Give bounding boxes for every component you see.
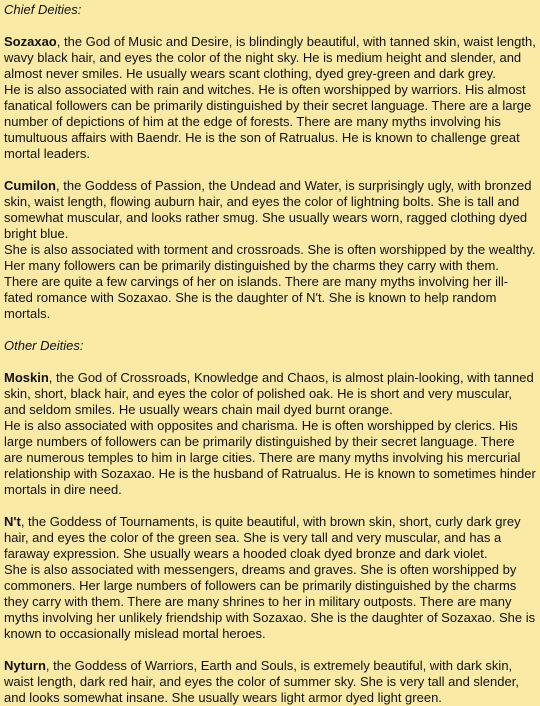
deity-description-text: , the Goddess of Tournaments, is quite beautiful, with brown skin, short, curly dark grey hair, and eyes the color of the green sea. She is very tall and very muscular, and has a faraway expression. She usually wears a hooded cloak dyed bronze and dark violet.: [4, 514, 521, 561]
deity-name: Cumilon: [4, 178, 56, 193]
deity-name: N't: [4, 514, 21, 529]
deity-description-text: , the Goddess of Passion, the Undead and Water, is surprisingly ugly, with bronzed skin, waist length, flowing auburn hair, and eyes the color of lightning bolts. She is tall and somewhat muscular, and looks rather smug. She usually wears worn, ragged clothing dyed bright blue.: [4, 178, 532, 241]
deity-description: [4, 658, 536, 706]
deity-details: He is also associated with rain and witches. He is often worshipped by warriors. His almost fanatical followers can be primarily distinguished by their secret language. There are a large number of depictions of him at the edge of forests. There are many myths involving his tumultuous affairs with Baendr. He is the son of Ratrualus. He is known to challenge great mortal leaders.: [4, 82, 532, 161]
deity-details: She is also associated with torment and crossroads. She is often worshipped by the wealthy. Her many followers can be primarily distinguished by the charms they carry with them. There are quite a few carvings of her on islands. There are many myths involving her ill-fated romance with Sozaxao. She is the daughter of N't. She is known to help random mortals.: [4, 242, 536, 321]
deity-entry-cumilon: [4, 178, 536, 322]
deity-entry-nt: [4, 514, 536, 642]
deity-description-text: , the God of Music and Desire, is blindingly beautiful, with tanned skin, waist length, wavy black hair, and eyes the color of the night sky. He is medium height and slender, and almost never smiles. He usually wears scant clothing, dyed grey-green and dark grey.: [4, 34, 536, 81]
deity-description: [4, 514, 536, 562]
deity-description: [4, 178, 536, 242]
section-heading: Other Deities:: [4, 338, 84, 353]
deity-description: [4, 34, 536, 82]
deity-name: Moskin: [4, 370, 49, 385]
deity-entry-sozaxao: [4, 34, 536, 162]
deity-details: He is also associated with opposites and charisma. He is often worshipped by clerics. His large numbers of followers can be primarily distinguished by their secret language. There are numerous temples to him in large cities. There are many myths involving his mercurial relationship with Sozaxao. He is the husband of Ratrualus. He is known to sometimes hinder mortals in dire need.: [4, 418, 536, 497]
section-chief-deities: [4, 2, 536, 322]
deity-details: She is also associated with messengers, dreams and graves. She is often worshipped by commoners. Her large numbers of followers can be primarily distinguished by the charms they carry with them. There are many shrines to her in military outposts. There are many myths involving her unlikely friendship with Sozaxao. She is the daughter of Sozaxao. She is known to occasionally mislead mortal heroes.: [4, 562, 536, 641]
deity-entry-moskin: [4, 370, 536, 498]
section-heading: Chief Deities:: [4, 2, 82, 17]
deity-description-text: , the God of Crossroads, Knowledge and Chaos, is almost plain-looking, with tanned skin, short, black hair, and eyes the color of polished oak. He is short and very muscular, and seldom smiles. He usually wears chain mail dyed burnt orange.: [4, 370, 534, 417]
deity-name: Sozaxao: [4, 34, 57, 49]
section-other-deities: [4, 338, 536, 706]
deity-description: [4, 370, 536, 418]
deity-name: Nyturn: [4, 658, 46, 673]
deity-entry-nyturn: [4, 658, 536, 706]
deity-description-text: , the Goddess of Warriors, Earth and Souls, is extremely beautiful, with dark skin, waist length, dark red hair, and eyes the color of summer sky. She is very tall and slender, and looks somewhat insane. She usually wears light armor dyed light green.: [4, 658, 519, 705]
